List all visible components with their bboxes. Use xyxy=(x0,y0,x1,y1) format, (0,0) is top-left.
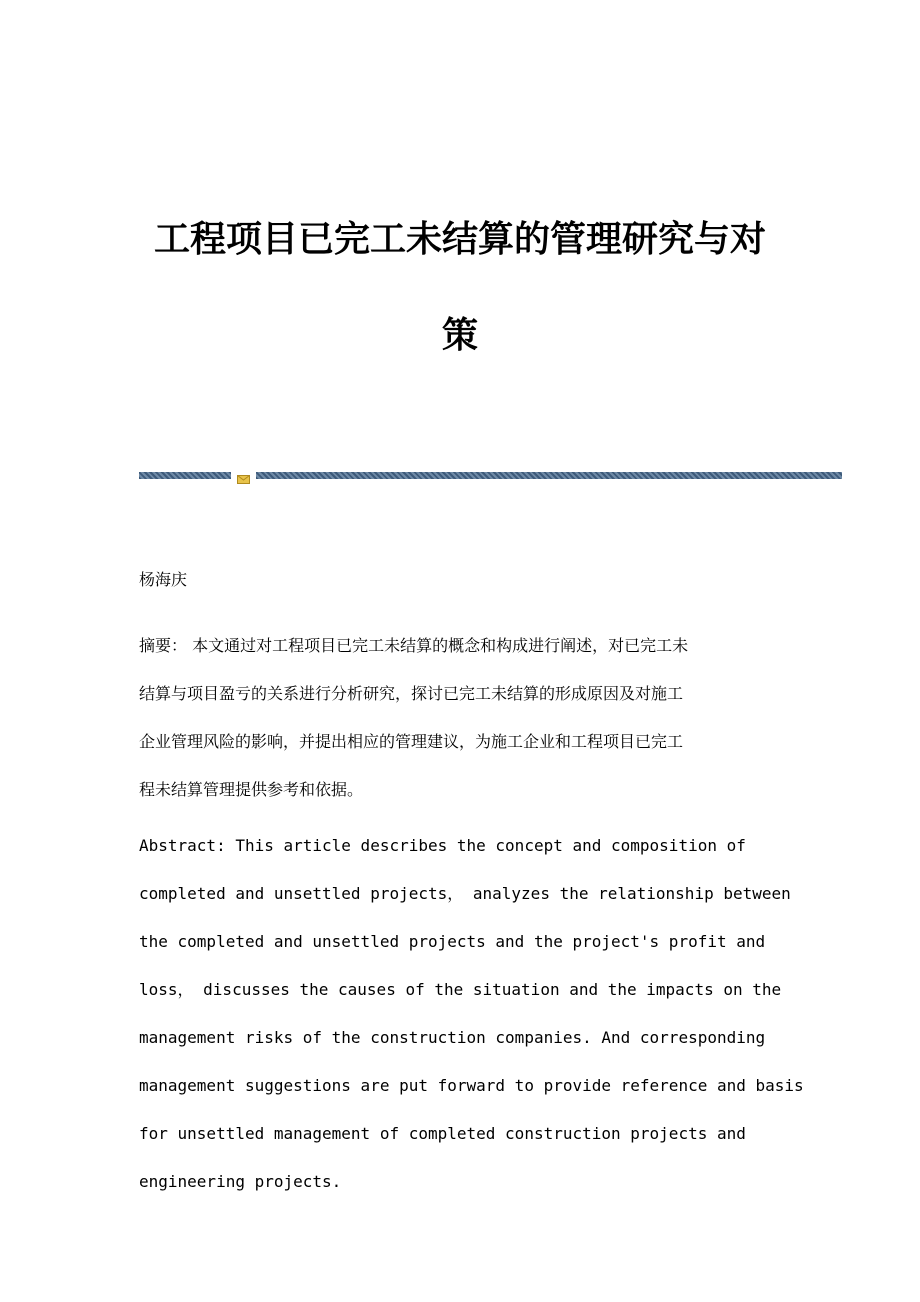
page-title-line-2: 策 xyxy=(441,315,478,356)
chinese-abstract-line: 企业管理风险的影响，并提出相应的管理建议，为施工企业和工程项目已完工 xyxy=(139,732,684,751)
english-abstract-line: the completed and unsettled projects and the project's profit and xyxy=(139,932,766,951)
divider-bar-right xyxy=(256,472,842,479)
english-abstract-line: management risks of the construction companies. And corresponding xyxy=(139,1028,766,1047)
page-title-line-1: 工程项目已完工未结算的管理研究与对 xyxy=(153,219,766,260)
chinese-abstract-line: 程未结算管理提供参考和依据。 xyxy=(139,780,364,799)
english-abstract xyxy=(139,822,804,1206)
title-divider xyxy=(139,470,842,480)
envelope-icon xyxy=(237,470,250,481)
english-abstract-line: completed and unsettled projects， analyzes the relationship between xyxy=(139,884,791,903)
english-abstract-line: Abstract: This article describes the concept and composition of xyxy=(139,836,746,855)
chinese-abstract-line: 摘要： 本文通过对工程项目已完工未结算的概念和构成进行阐述，对已完工未 xyxy=(139,636,689,655)
english-abstract-line: for unsettled management of completed construction projects and xyxy=(139,1124,746,1143)
english-abstract-line: loss， discusses the causes of the situation and the impacts on the xyxy=(139,980,782,999)
chinese-abstract-line: 结算与项目盈亏的关系进行分析研究，探讨已完工未结算的形成原因及对施工 xyxy=(139,684,684,703)
chinese-abstract xyxy=(139,622,789,814)
divider-bar-left xyxy=(139,472,231,479)
english-abstract-line: management suggestions are put forward to provide reference and basis xyxy=(139,1076,804,1095)
author-name: 杨海庆 xyxy=(139,570,188,589)
english-abstract-line: engineering projects. xyxy=(139,1172,342,1191)
